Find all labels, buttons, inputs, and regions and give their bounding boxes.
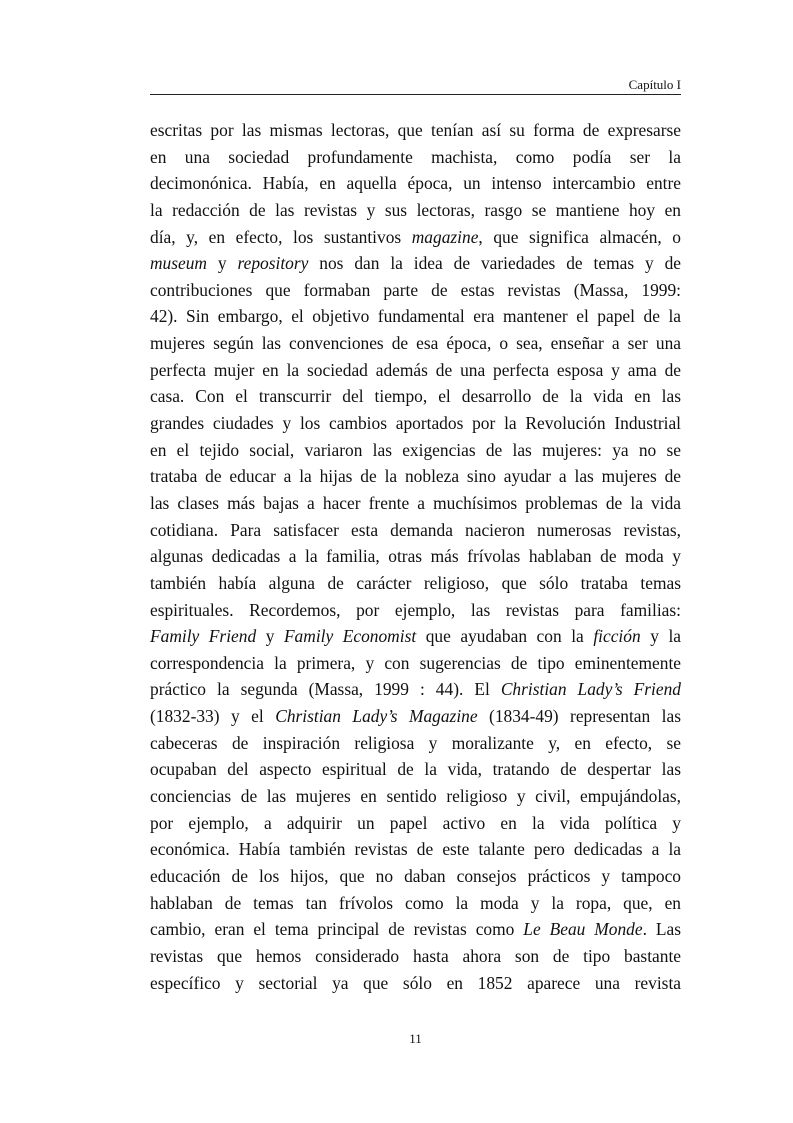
- text-line: [150, 117, 681, 144]
- text-run: 42). Sin embargo, el objetivo fundamental era mantener el papel de la: [150, 306, 681, 327]
- text-run: cabeceras de inspiración religiosa y moralizante y, en efecto, se: [150, 732, 681, 753]
- text-run: algunas dedicadas a la familia, otras más frívolas hablaban de moda y: [150, 546, 681, 567]
- italic-text-run: Christian Lady’s Friend: [500, 679, 681, 700]
- italic-text-run: ficción: [593, 626, 641, 647]
- text-line: [150, 383, 681, 410]
- text-line: [150, 863, 681, 890]
- text-run: específico y sectorial ya que sólo en 1852 aparece una revista: [150, 972, 681, 993]
- text-line: [150, 330, 681, 357]
- text-line: [150, 570, 681, 597]
- text-run: las clases más bajas a hacer frente a muchísimos problemas de la vida: [150, 492, 681, 513]
- text-run: hablaban de temas tan frívolos como la moda y la ropa, que, en: [150, 892, 681, 913]
- text-run: conciencias de las mujeres en sentido religioso y civil, empujándolas,: [150, 786, 681, 807]
- text-line: [150, 250, 681, 277]
- text-run: día, y, en efecto, los sustantivos: [150, 226, 412, 247]
- text-line: [150, 197, 681, 224]
- text-run: espirituales. Recordemos, por ejemplo, las revistas para familias:: [150, 599, 681, 620]
- text-run: la redacción de las revistas y sus lectoras, rasgo se mantiene hoy en: [150, 199, 681, 220]
- text-run: revistas que hemos considerado hasta ahora son de tipo bastante: [150, 945, 681, 966]
- text-line: [150, 597, 681, 624]
- text-line: [150, 517, 681, 544]
- text-line: [150, 943, 681, 970]
- text-line: [150, 676, 681, 703]
- text-line: [150, 170, 681, 197]
- text-line: [150, 303, 681, 330]
- italic-text-run: repository: [237, 253, 309, 274]
- text-line: [150, 224, 681, 251]
- text-run: cambio, eran el tema principal de revistas como: [150, 919, 524, 940]
- text-run: educación de los hijos, que no daban consejos prácticos y tampoco: [150, 865, 681, 886]
- text-run: mujeres según las convenciones de esa época, o sea, enseñar a ser una: [150, 333, 681, 354]
- text-line: [150, 890, 681, 917]
- text-run: (1832-33) y el: [150, 706, 276, 727]
- text-run: nos dan la idea de variedades de temas y de: [308, 253, 681, 274]
- text-run: que ayudaban con la: [416, 626, 594, 647]
- page-number: 11: [409, 1031, 422, 1046]
- text-line: [150, 703, 681, 730]
- italic-text-run: Family Economist: [283, 626, 417, 647]
- text-run: (1834-49) representan las: [477, 706, 681, 727]
- text-line: [150, 410, 681, 437]
- running-header: Capítulo I: [628, 77, 681, 92]
- text-run: y la: [640, 626, 681, 647]
- italic-text-run: magazine: [411, 226, 479, 247]
- text-run: correspondencia la primera, y con sugerencias de tipo eminentemente: [150, 652, 681, 673]
- text-run: por ejemplo, a adquirir un papel activo en la vida política y: [150, 812, 681, 833]
- text-line: [150, 277, 681, 304]
- text-run: y: [207, 253, 238, 274]
- text-run: . Las: [642, 919, 681, 940]
- text-run: decimonónica. Había, en aquella época, un intenso intercambio entre: [150, 173, 681, 194]
- text-line: [150, 730, 681, 757]
- text-run: cotidiana. Para satisfacer esta demanda nacieron numerosas revistas,: [150, 519, 681, 540]
- text-line: [150, 650, 681, 677]
- text-line: [150, 543, 681, 570]
- text-line: [150, 783, 681, 810]
- text-line: [150, 357, 681, 384]
- text-line: [150, 810, 681, 837]
- text-run: económica. Había también revistas de este talante pero dedicadas a la: [150, 839, 681, 860]
- text-run: en una sociedad profundamente machista, como podía ser la: [150, 146, 681, 167]
- text-line: [150, 756, 681, 783]
- text-run: en el tejido social, variaron las exigencias de las mujeres: ya no se: [150, 439, 681, 460]
- text-line: [150, 916, 681, 943]
- text-line: [150, 836, 681, 863]
- text-line: [150, 463, 681, 490]
- text-run: también había alguna de carácter religioso, que sólo trataba temas: [150, 572, 681, 593]
- text-run: escritas por las mismas lectoras, que tenían así su forma de expresarse: [150, 120, 681, 140]
- text-run: práctico la segunda (Massa, 1999 : 44). El: [150, 679, 501, 700]
- text-run: perfecta mujer en la sociedad además de una perfecta esposa y ama de: [150, 359, 681, 380]
- text-line: [150, 623, 681, 650]
- text-run: contribuciones que formaban parte de estas revistas (Massa, 1999:: [150, 279, 681, 300]
- body-paragraph: [150, 117, 681, 996]
- text-run: y: [256, 626, 284, 647]
- text-line: [150, 970, 681, 997]
- italic-text-run: museum: [150, 253, 207, 274]
- text-line: [150, 437, 681, 464]
- header-rule: [150, 94, 681, 95]
- text-run: grandes ciudades y los cambios aportados por la Revolución Industrial: [150, 413, 681, 434]
- italic-text-run: Family Friend: [150, 626, 257, 647]
- text-line: [150, 490, 681, 517]
- text-run: casa. Con el transcurrir del tiempo, el desarrollo de la vida en las: [150, 386, 681, 407]
- text-line: [150, 144, 681, 171]
- italic-text-run: Le Beau Monde: [523, 919, 643, 940]
- text-run: trataba de educar a la hijas de la nobleza sino ayudar a las mujeres de: [150, 466, 681, 487]
- italic-text-run: Christian Lady’s Magazine: [275, 706, 478, 727]
- text-run: ocupaban del aspecto espiritual de la vida, tratando de despertar las: [150, 759, 681, 780]
- text-run: , que significa almacén, o: [478, 226, 682, 247]
